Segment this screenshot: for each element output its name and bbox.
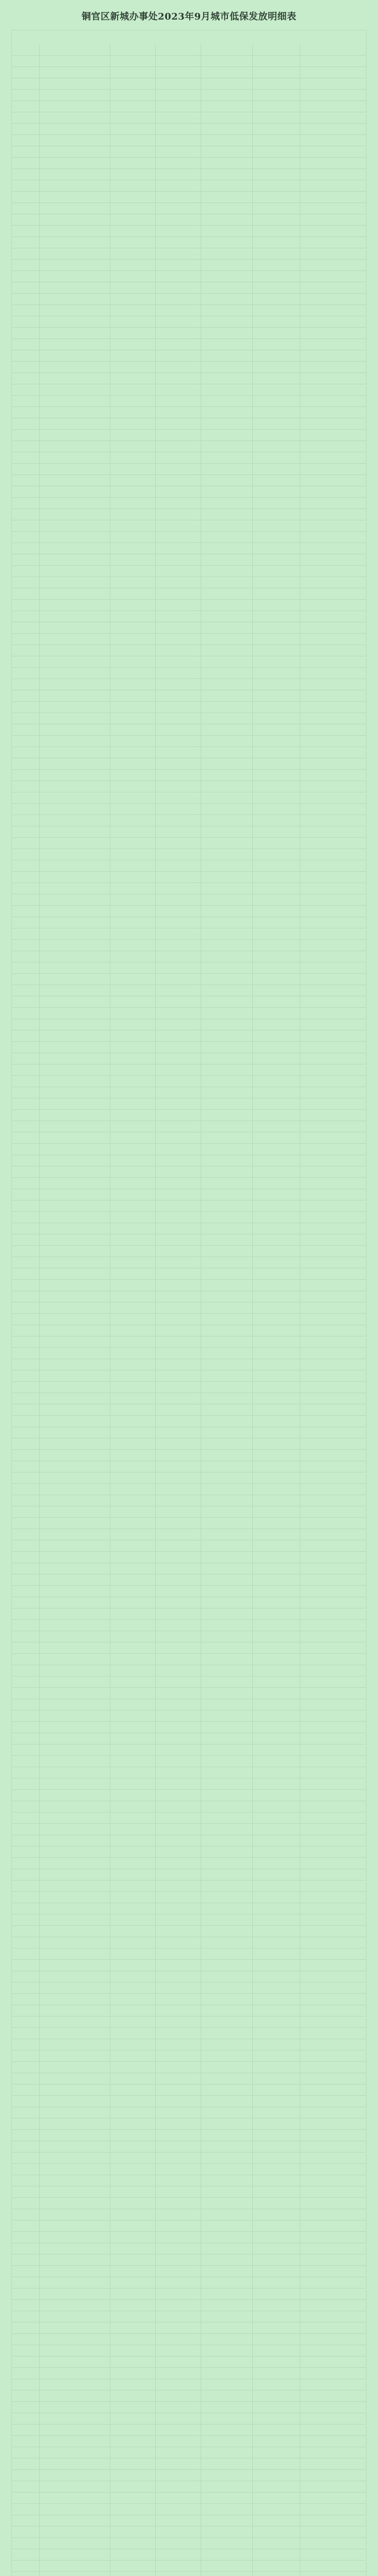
table-grid-lines <box>12 44 366 2576</box>
document-title: 铜官区新城办事处2023年9月城市低保发放明细表 <box>81 11 297 22</box>
detail-table-container <box>11 30 367 2576</box>
